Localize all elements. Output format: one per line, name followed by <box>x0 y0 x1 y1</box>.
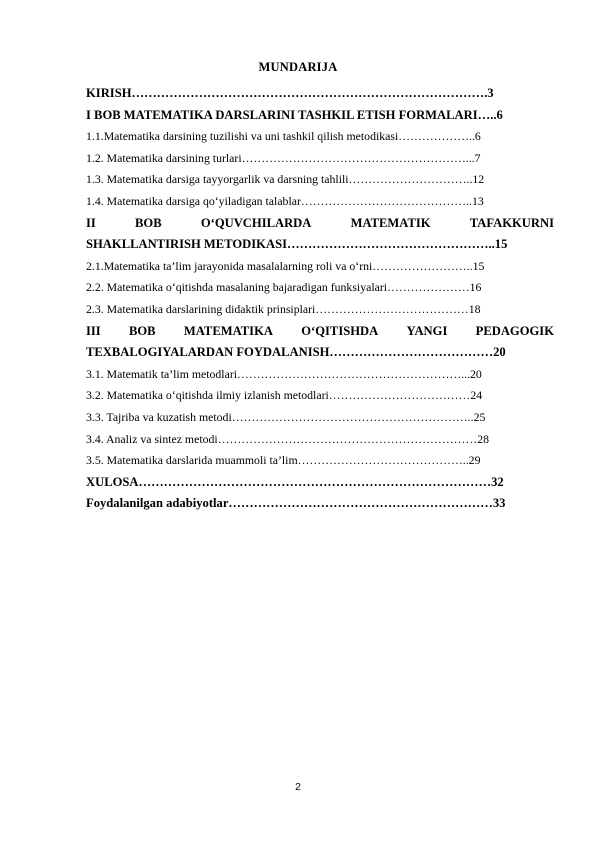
toc-entry: 1.3. Matematika darsiga tayyorgarlik va darsning tahlili…………………………..12 <box>86 172 485 187</box>
toc-word: O‘QUVCHILARDA <box>200 215 312 230</box>
toc-word: PEDAGOGIK <box>475 323 554 338</box>
page-title: MUNDARIJA <box>258 60 338 74</box>
toc-word: O‘QITISHDA <box>301 323 379 338</box>
toc-entry: Foydalanilgan adabiyotlar………………………………………………………33 <box>86 496 506 511</box>
toc-entry: 2.1.Matematika ta’lim jarayonida masalalarning roli va o‘rni……………………..15 <box>86 258 485 273</box>
toc-word: MATEMATIK <box>350 215 431 230</box>
toc-entry: I BOB MATEMATIKA DARSLARINI TASHKIL ETISH FORMALARI…..6 <box>86 107 503 122</box>
toc-entry: 2.2. Matematika o‘qitishda masalaning bajaradigan funksiyalari…………………16 <box>86 280 482 295</box>
toc-word: TAFAKKURNI <box>469 215 554 230</box>
toc-word: BOB <box>128 323 156 338</box>
toc-entry: 2.3. Matematika darslarining didaktik prinsiplari…………………………………18 <box>86 301 481 316</box>
toc-word: BOB <box>135 215 162 230</box>
toc-entry: SHAKLLANTIRISH METODIKASI…………………………………………..15 <box>86 237 508 252</box>
toc-entry: 3.3. Tajriba va kuzatish metodi……………………………………………………..25 <box>86 409 486 424</box>
toc-entry <box>86 321 554 343</box>
toc-entry: 3.5. Matematika darslarida muammoli ta’lim……………………………………..29 <box>86 453 481 468</box>
toc-entry: TEXBALOGIYALARDAN FOYDALANISH…………………………………20 <box>86 345 506 360</box>
toc-entry: 1.1.Matematika darsining tuzilishi va uni tashkil qilish metodikasi………………..6 <box>86 129 481 144</box>
table-of-contents <box>86 83 554 515</box>
toc-word: YANGI <box>406 323 448 338</box>
page-number: 2 <box>295 781 301 793</box>
toc-entry: 1.2. Matematika darsining turlari…………………………………………………...7 <box>86 150 481 165</box>
toc-word: III <box>86 323 101 338</box>
toc-entry: 1.4. Matematika darsiga qo‘yiladigan talablar……………………………………..13 <box>86 193 484 208</box>
toc-entry: 3.1. Matematik ta’lim metodlari…………………………………………………...20 <box>86 366 482 381</box>
toc-entry: XULOSA…………………………………………………………………………32 <box>86 474 504 489</box>
toc-entry: 3.2. Matematika o‘qitishda ilmiy izlanish metodlari………………………………24 <box>86 388 483 403</box>
toc-word: II <box>86 215 96 230</box>
toc-entry: KIRISH………………………………………………………………………….3 <box>86 86 494 100</box>
toc-word: MATEMATIKA <box>183 323 273 338</box>
toc-entry: 3.4. Analiz va sintez metodi…………………………………………………………28 <box>86 431 490 446</box>
toc-entry <box>86 213 554 235</box>
